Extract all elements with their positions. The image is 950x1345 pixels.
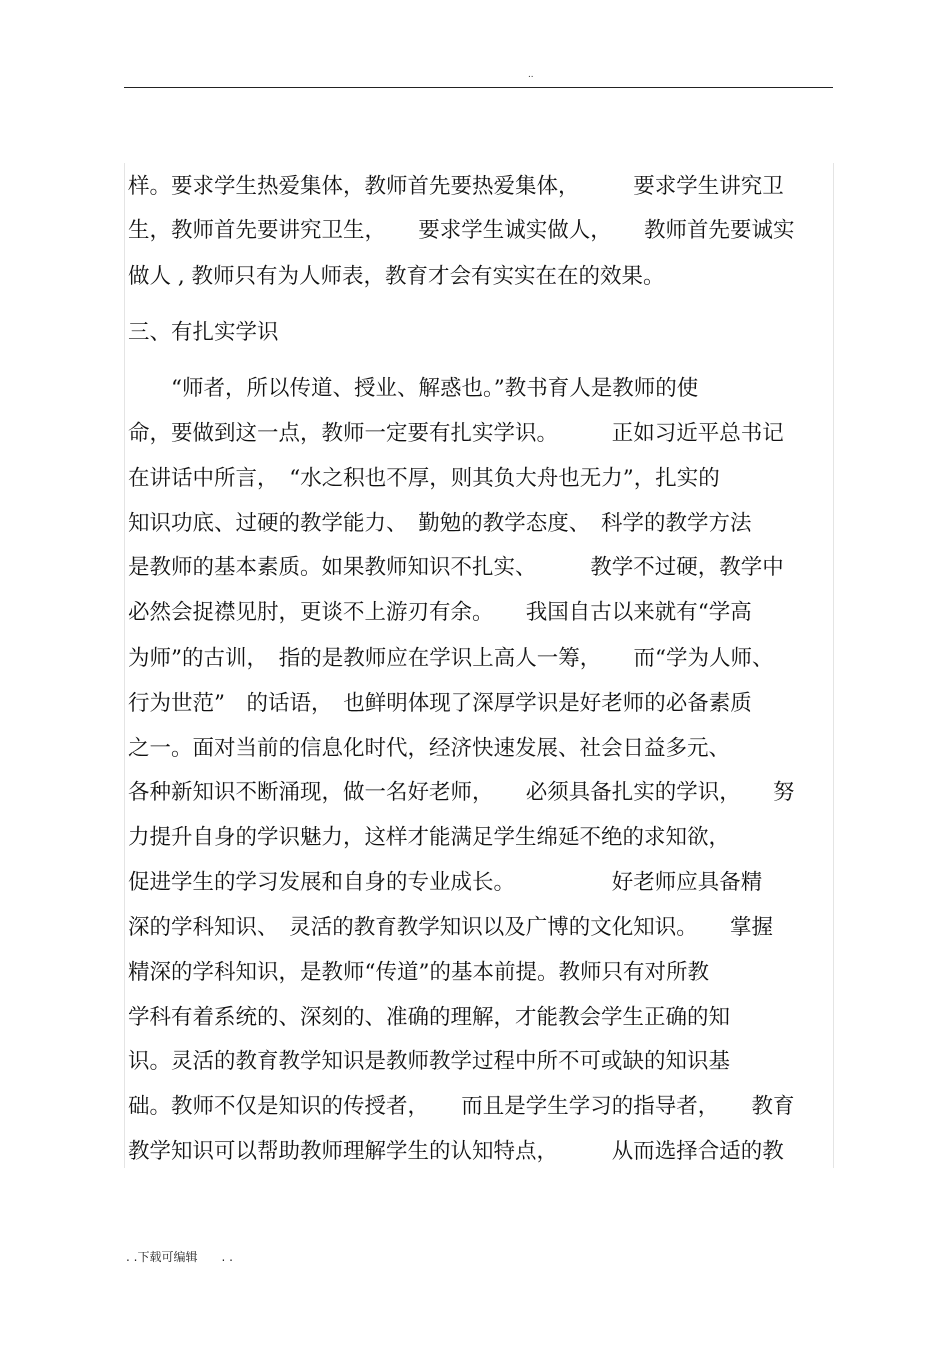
paragraph-line: 各种新知识不断涌现，做一名好老师， 必须具备扎实的学识， 努 bbox=[128, 780, 795, 805]
paragraph-line: “师者，所以传道、授业、解惑也。”教书育人是教师的使 bbox=[128, 376, 699, 401]
paragraph-line: 命，要做到这一点，教师一定要有扎实学识。 正如习近平总书记 bbox=[128, 421, 784, 446]
paragraph-line: 教学知识可以帮助教师理解学生的认知特点， 从而选择合适的教 bbox=[128, 1139, 784, 1164]
paragraph-line: 为师”的古训， 指的是教师应在学识上高人一筹， 而“学为人师、 bbox=[128, 646, 774, 671]
paragraph-line: 样。要求学生热爱集体，教师首先要热爱集体， 要求学生讲究卫 bbox=[128, 174, 784, 199]
header-mark: .. bbox=[528, 69, 534, 80]
paragraph-line: 础。教师不仅是知识的传授者， 而且是学生学习的指导者， 教育 bbox=[128, 1094, 795, 1119]
paragraph-line: 深的学科知识、 灵活的教育教学知识以及广博的文化知识。 掌握 bbox=[128, 915, 774, 940]
section-heading: 三、有扎实学识 bbox=[128, 320, 279, 345]
header-rule bbox=[124, 87, 833, 88]
paragraph-line: 行为世范” 的话语， 也鲜明体现了深厚学识是好老师的必备素质 bbox=[128, 691, 752, 716]
paragraph-line: 识。灵活的教育教学知识是教师教学过程中所不可或缺的知识基 bbox=[128, 1049, 731, 1074]
paragraph-line: 学科有着系统的、深刻的、准确的理解，才能教会学生正确的知 bbox=[128, 1005, 731, 1030]
paragraph-line: 是教师的基本素质。如果教师知识不扎实、 教学不过硬，教学中 bbox=[128, 555, 784, 580]
paragraph-line: 在讲话中所言， “水之积也不厚，则其负大舟也无力”，扎实的 bbox=[128, 466, 720, 491]
paragraph-line: 生，教师首先要讲究卫生， 要求学生诚实做人， 教师首先要诚实 bbox=[128, 218, 795, 243]
paragraph-line: 之一。面对当前的信息化时代，经济快速发展、社会日益多元、 bbox=[128, 736, 731, 761]
paragraph-line: 做人 , 教师只有为人师表，教育才会有实实在在的效果。 bbox=[128, 264, 665, 289]
paragraph-line: 知识功底、过硬的教学能力、 勤勉的教学态度、 科学的教学方法 bbox=[128, 511, 752, 536]
paragraph-line: 力提升自身的学识魅力，这样才能满足学生绵延不绝的求知欲， bbox=[128, 825, 731, 850]
paragraph-line: 必然会捉襟见肘，更谈不上游刃有余。 我国自古以来就有“学高 bbox=[128, 600, 752, 625]
footer-text: . .下载可编辑 . . bbox=[126, 1250, 233, 1264]
paragraph-line: 精深的学科知识，是教师“传道”的基本前提。教师只有对所教 bbox=[128, 960, 709, 985]
paragraph-line: 促进学生的学习发展和自身的专业成长。 好老师应具备精 bbox=[128, 870, 763, 895]
